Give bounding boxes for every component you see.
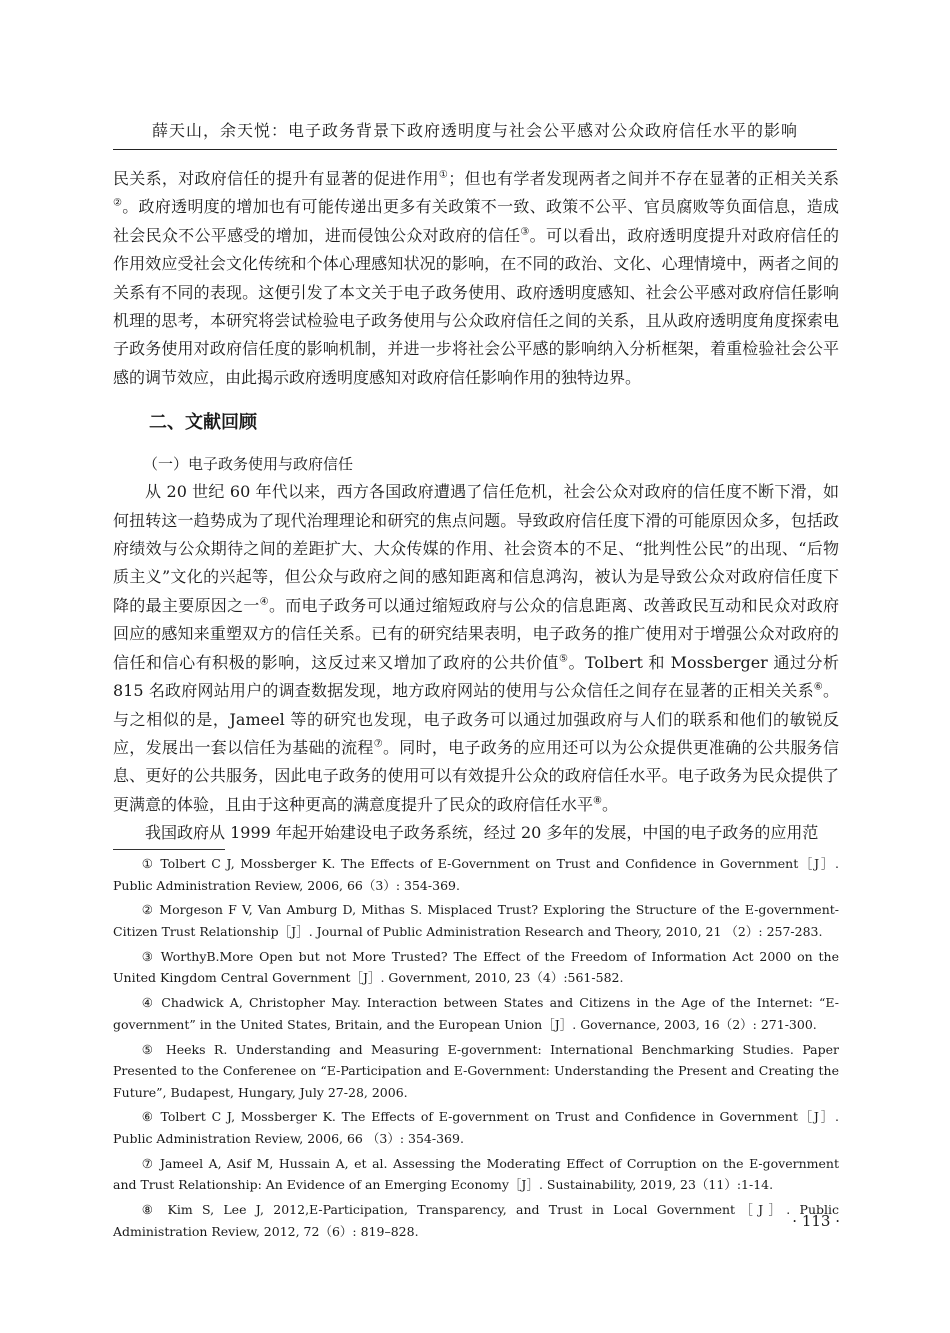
footnote-rule (113, 849, 225, 850)
paragraph-text: 。可以看出，政府透明度提升对政府信任的作用效应受社会文化传统和个体心理感知状况的影响，在不同的政治、文化、心理情境中，两者之间的关系有不同的表现。这便引发了本文关于电子政务使用、政府透明度感知、社会公平感对政府信任影响机理的思考，本研究将尝试检验电子政务使用与公众政府信任之间的关系，且从政府透明度角度探索电子政务使用对政府信任度的影响机制，并进一步将社会公平感的影响纳入分析框架，着重检验社会公平感的调节效应，由此揭示政府透明度感知对政府信任影响作用的独特边界。 (113, 225, 839, 387)
subsection-heading: （一）电子政务使用与政府信任 (143, 455, 354, 474)
paragraph-text: 民关系，对政府信任的提升有显著的促进作用 (113, 169, 439, 188)
intro-block (113, 165, 839, 392)
footnote-ref[interactable]: ① (438, 169, 449, 181)
footnote: ② Morgeson F V, Van Amburg D, Mithas S. Misplaced Trust? Exploring the Structure of the E-government-Citizen Trust Relationship［J］. Journal of Public Administration Research and Theory, 2010, 21 （2）: 257-283. (113, 902, 839, 939)
paragraph-text: 。而电子政务可以通过缩短政府与公众的信息距离、改善政民互动和民众对政府回应的感知来重塑双方的信任关系。已有的研究结果表明，电子政务的推广使用对于增强公众对政府的信任和信心有积极的影响，这反过来又增加了政府的公共价值 (113, 595, 839, 672)
body-text (113, 165, 839, 848)
main-block (113, 478, 839, 847)
footnote: ③ WorthyB.More Open but not More Trusted? The Effect of the Freedom of Information Act 2000 on the United Kingdom Central Government［J］. Government, 2010, 23（4）:561-582. (113, 948, 839, 986)
paragraph-text: 。同时，电子政务的应用还可以为公众提供更准确的公共服务信息、更好的公共服务，因此电子政务的使用可以有效提升公众的政府信任水平。电子政务为民众提供了更满意的体验，且由于这种更高的满意度提升了民众的政府信任水平 (113, 737, 839, 814)
footnote: ⑤ Heeks R. Understanding and Measuring E-government: International Benchmarking Studies. Paper Presented to the Conferenee on “E-Participation and E-Government: Understanding the Present and Creating the Future”, Budapest, Hungary, July 27-28, 2006. (113, 1041, 839, 1100)
footnote: ⑥ Tolbert C J, Mossberger K. The Effects of E-government on Trust and Confidence in Government［J］. Public Administration Review, 2006, 66 （3）: 354-369. (113, 1109, 839, 1147)
paragraph-text: ；但也有学者发现两者之间并不存在显著的正相关关系 (448, 169, 839, 188)
footnote-ref[interactable]: ⑧ (593, 795, 602, 807)
paragraph-text: 。Tolbert 和 Mossberger 通过分析 815 名政府网站用户的调查数据发现，地方政府网站的使用与公众信任之间存在显著的正相关关系 (113, 652, 839, 701)
paragraph-text: 我国政府从 1999 年起开始建设电子政务系统，经过 20 多年的发展，中国的电子政务的应用范 (145, 823, 819, 843)
running-header: 薛天山，余天悦：电子政务背景下政府透明度与社会公平感对公众政府信任水平的影响 (113, 118, 837, 150)
footnote: ④ Chadwick A, Christopher May. Interaction between States and Citizens in the Age of the Internet: “E-government” in the United States, Britain, and the European Union［J］. Governance, 2003, 16（2）: 271-300. (113, 995, 839, 1032)
paragraph-text: 。政府透明度的增加也有可能传递出更多有关政策不一致、政策不公平、官员腐败等负面信息，造成社会民众不公平感受的增加，进而侵蚀公众对政府的信任 (113, 197, 839, 245)
paragraph-text: 从 20 世纪 60 年代以来，西方各国政府遭遇了信任危机，社会公众对政府的信任度不断下滑，如何扭转这一趋势成为了现代治理理论和研究的焦点问题。导致政府信任度下滑的可能原因众多，包括政府绩效与公众期待之间的差距扩大、大众传媒的作用、社会资本的不足、“批判性公民”的出现、“后物质主义”文化的兴起等，但公众与政府之间的感知距离和信息鸿沟，被认为是导致公众对政府信任度下降的最主要原因之一 (113, 482, 839, 615)
footnote-ref[interactable]: ④ (259, 596, 269, 608)
paragraph-text: 。 (601, 794, 618, 814)
footnote-ref[interactable]: ⑦ (373, 738, 383, 750)
body-paragraph (113, 478, 839, 819)
footnote-ref[interactable]: ⑥ (813, 681, 823, 693)
footnote: ⑦ Jameel A, Asif M, Hussain A, et al. Assessing the Moderating Effect of Corruption on the E-government and Trust Relationship: An Evidence of an Emerging Economy［J］. Sustainability, 2019, 23（11）:1-14. (113, 1155, 839, 1193)
paragraph-text: 。与之相似的是，Jameel 等的研究也发现，电子政务可以通过加强政府与人们的联系和他们的敏锐反应，发展出一套以信任为基础的流程 (113, 681, 839, 757)
footnote-ref[interactable]: ② (113, 198, 123, 210)
page-number: · 113 · (792, 1212, 840, 1230)
footnotes (113, 853, 839, 1246)
section-heading: 二、文献回顾 (149, 412, 257, 434)
footnote-ref[interactable]: ③ (520, 226, 530, 238)
footnote-ref[interactable]: ⑤ (558, 653, 569, 665)
body-paragraph (113, 165, 839, 392)
footnote: ⑧ Kim S, Lee J, 2012,E-Participation, Transparency, and Trust in Local Government［J］. Public Administration Review, 2012, 72（6）: 819–828. (113, 1202, 839, 1239)
body-paragraph (113, 819, 839, 847)
footnote: ① Tolbert C J, Mossberger K. The Effects of E-Government on Trust and Confidence in Government［J］. Public Administration Review, 2006, 66（3）: 354-369. (113, 856, 839, 893)
